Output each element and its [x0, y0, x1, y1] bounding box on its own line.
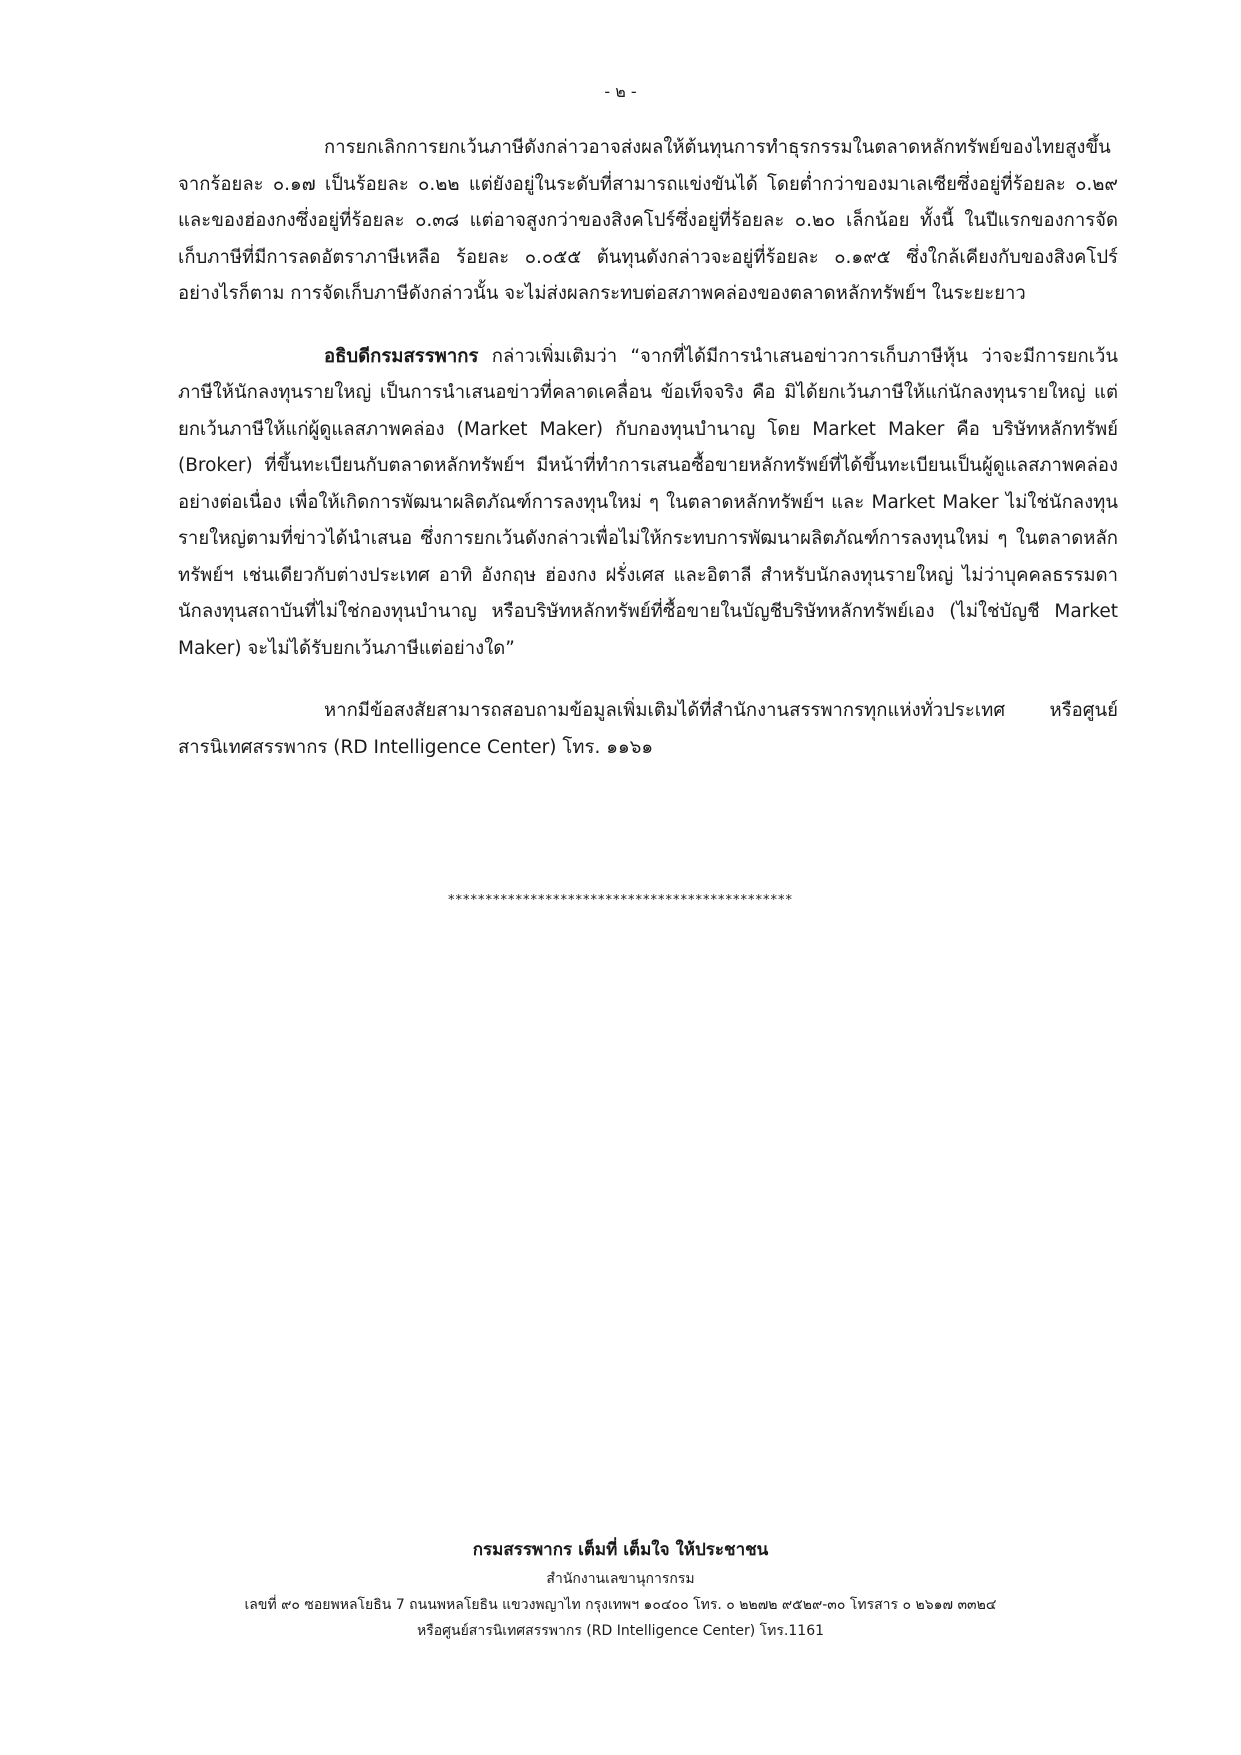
- director-general-title: อธิบดีกรมสรรพากร: [324, 345, 479, 367]
- paragraph-contact: หากมีข้อสงสัยสามารถสอบถามข้อมูลเพิ่มเติมได้ที่สำนักงานสรรพากรทุกแห่งทั่วประเทศ หรือศูนย์สารนิเทศสรรพากร (RD Intelligence Center) โทร. ๑๑๖๑: [178, 700, 1118, 758]
- director-statement-text: กล่าวเพิ่มเติมว่า “จากที่ได้มีการนำเสนอข่าวการเก็บภาษีหุ้น ว่าจะมีการยกเว้นภาษีให้นักลงทุนรายใหญ่ เป็นการนำเสนอข่าวที่คลาดเคลื่อน ข้อเท็จจริง คือ มิได้ยกเว้นภาษีให้แก่นักลงทุนรายใหญ่ แต่ยกเว้นภาษีให้แก่ผู้ดูแลสภาพคล่อง (Market Maker) กับกองทุนบำนาญ โดย Market Maker คือ บริษัทหลักทรัพย์ (Broker) ที่ขึ้นทะเบียนกับตลาดหลักทรัพย์ฯ มีหน้าที่ทำการเสนอซื้อขายหลักทรัพย์ที่ได้ขึ้นทะเบียนเป็นผู้ดูแลสภาพคล่องอย่างต่อเนื่อง เพื่อให้เกิดการพัฒนาผลิตภัณฑ์การลงทุนใหม่ ๆ ในตลาดหลักทรัพย์ฯ และ Market Maker ไม่ใช่นักลงทุนรายใหญ่ตามที่ข่าวได้นำเสนอ ซึ่งการยกเว้นดังกล่าวเพื่อไม่ให้กระทบการพัฒนาผลิตภัณฑ์การลงทุนใหม่ ๆ ในตลาดหลักทรัพย์ฯ เช่นเดียวกับต่างประเทศ อาทิ อังกฤษ ฮ่องกง ฝรั่งเศส และอิตาลี สำหรับนักลงทุนรายใหญ่ ไม่ว่าบุคคลธรรมดา นักลงทุนสถาบันที่ไม่ใช่กองทุนบำนาญ หรือบริษัทหลักทรัพย์ที่ซื้อขายในบัญชีบริษัทหลักทรัพย์เอง (ไม่ใช่บัญชี Market Maker) จะไม่ได้รับยกเว้นภาษีแต่อย่างใด”: [178, 345, 1118, 659]
- footer-slogan: กรมสรรพากร เต็มที่ เต็มใจ ให้ประชาชน: [472, 1540, 769, 1560]
- page-number: - ๒ -: [604, 82, 637, 101]
- document-body: [178, 130, 1118, 792]
- footer-contact-center: หรือศูนย์สารนิเทศสรรพากร (RD Intelligence Center) โทร.1161: [416, 1623, 825, 1639]
- footer: [0, 1534, 1241, 1644]
- paragraph-director-statement: [178, 339, 1118, 668]
- footer-office: สำนักงานเลขานุการกรม: [546, 1571, 695, 1587]
- separator-line: **********************************************: [448, 893, 793, 908]
- paragraph-tax-cost: การยกเลิกการยกเว้นภาษีดังกล่าวอาจส่งผลให้ต้นทุนการทำธุรกรรมในตลาดหลักทรัพย์ของไทยสูงขึ้นจากร้อยละ ๐.๑๗ เป็นร้อยละ ๐.๒๒ แต่ยังอยู่ในระดับที่สามารถแข่งขันได้ โดยต่ำกว่าของมาเลเซียซึ่งอยู่ที่ร้อยละ ๐.๒๙ และของฮ่องกงซึ่งอยู่ที่ร้อยละ ๐.๓๘ แต่อาจสูงกว่าของสิงคโปร์ซึ่งอยู่ที่ร้อยละ ๐.๒๐ เล็กน้อย ทั้งนี้ ในปีแรกของการจัดเก็บภาษีที่มีการลดอัตราภาษีเหลือ ร้อยละ ๐.๐๕๕ ต้นทุนดังกล่าวจะอยู่ที่ร้อยละ ๐.๑๙๕ ซึ่งใกล้เคียงกับของสิงคโปร์ อย่างไรก็ตาม การจัดเก็บภาษีดังกล่าวนั้น จะไม่ส่งผลกระทบต่อสภาพคล่องของตลาดหลักทรัพย์ฯ ในระยะยาว: [178, 137, 1118, 304]
- footer-address: เลขที่ ๙๐ ซอยพหลโยธิน 7 ถนนพหลโยธิน แขวงพญาไท กรุงเทพฯ ๑๐๔๐๐ โทร. ๐ ๒๒๗๒ ๙๕๒๙-๓๐ โทรสาร ๐ ๒๖๑๗ ๓๓๒๔: [244, 1597, 997, 1613]
